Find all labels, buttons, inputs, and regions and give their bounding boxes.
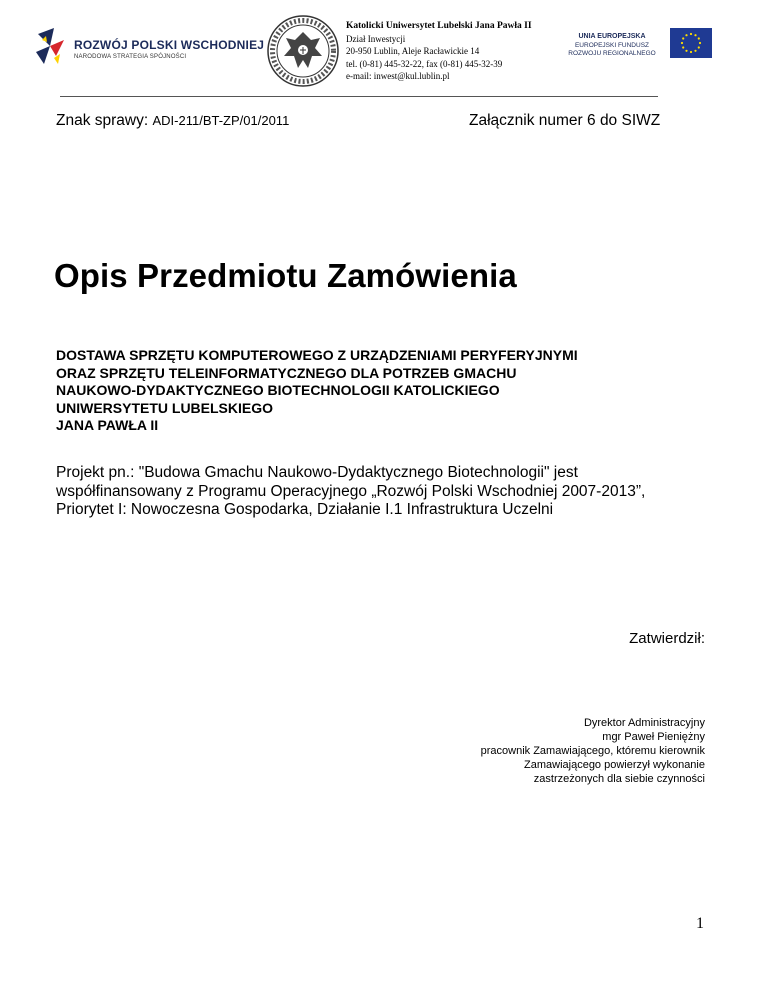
kul-seal-icon [266,14,340,88]
department-name: Dział Inwestycji [346,33,406,44]
subject-line: DOSTAWA SPRZĘTU KOMPUTEROWEGO Z URZĄDZENIAMI PERYFERYJNYMI [56,347,578,363]
address-block [346,20,532,83]
case-reference [56,112,289,130]
document-title: Opis Przedmiotu Zamówienia [54,257,517,294]
project-line: współfinansowany z Programu Operacyjnego „Rozwój Polski Wschodniej 2007-2013”, [56,482,646,500]
eu-logo-line2: EUROPEJSKI FUNDUSZ [574,41,650,49]
subject-line: JANA PAWŁA II [56,417,159,433]
approved-label: Zatwierdził: [629,630,705,647]
case-reference-label: Znak sprawy: [56,112,153,129]
phone-fax: tel. (0-81) 445-32-22, fax (0-81) 445-32-39 [346,58,503,69]
email-address: e-mail: inwest@kul.lublin.pl [346,71,450,81]
organization-name: Katolicki Uniwersytet Lubelski Jana Pawła II [346,21,532,31]
signatory-line: mgr Paweł Pieniężny [602,731,705,743]
logo-left-subtitle: NARODOWA STRATEGIA SPÓJNOŚCI [74,54,187,60]
nss-emblem-icon [34,26,70,68]
annex-label: Załącznik numer 6 do SIWZ [469,112,661,129]
eu-logo-line1: UNIA EUROPEJSKA [578,33,646,40]
project-line: Projekt pn.: "Budowa Gmachu Naukowo-Dydaktycznego Biotechnologii" jest [56,464,578,481]
signatory-block [481,716,705,786]
eu-flag-icon [670,28,712,58]
signatory-line: zastrzeżonych dla siebie czynności [533,773,705,785]
eu-logo-line3: ROZWOJU REGIONALNEGO [568,50,656,57]
subject-line: ORAZ SPRZĘTU TELEINFORMATYCZNEGO DLA POTRZEB GMACHU [56,364,517,381]
case-reference-value: ADI-211/BT-ZP/01/2011 [152,113,290,128]
street-address: 20-950 Lublin, Aleje Racławickie 14 [346,46,480,56]
subject-line: UNIWERSYTETU LUBELSKIEGO [56,399,274,416]
signatory-line: Dyrektor Administracyjny [583,717,705,729]
rozwoj-polski-wschodniej-logo [34,26,265,70]
page-number: 1 [696,915,704,932]
header-divider [60,96,658,97]
signatory-line: pracownik Zamawiającego, któremu kierownik [480,745,705,757]
logo-left-name: ROZWÓJ POLSKI WSCHODNIEJ [74,38,265,52]
project-line: Priorytet I: Nowoczesna Gospodarka, Działanie I.1 Infrastruktura Uczelni [56,501,554,518]
signatory-line: Zamawiającego powierzył wykonanie [524,759,705,771]
project-description [56,464,736,520]
eu-logo-text [562,33,662,59]
subject-heading [56,347,716,435]
subject-line: NAUKOWO-DYDAKTYCZNEGO BIOTECHNOLOGII KATOLICKIEGO [56,382,500,398]
